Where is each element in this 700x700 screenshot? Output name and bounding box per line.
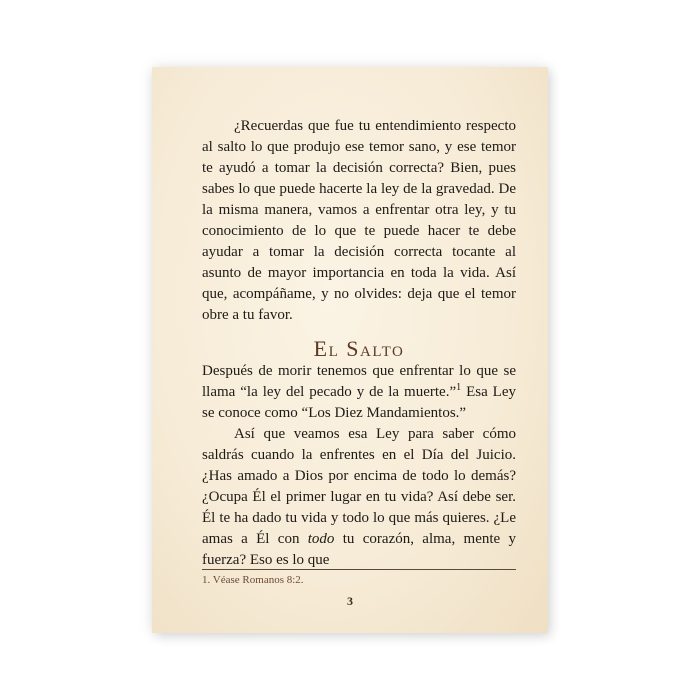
text-block-2 (202, 361, 516, 571)
paragraph-3 (202, 424, 516, 571)
paragraph-2 (202, 361, 516, 424)
footnote-divider (202, 569, 516, 570)
footnote-reference: 1 (456, 382, 462, 393)
book-page (152, 67, 548, 633)
section-heading: El Salto (313, 336, 405, 361)
paragraph-1: ¿Recuerdas que fue tu entendimiento respecto al salto lo que produjo ese temor sano, y ese temor te ayudó a tomar la decisión correcta? Bien, pues sabes lo que puede hacerte la ley de la gravedad. De la misma manera, vamos a enfrentar otra ley, y tu conocimiento de lo que te puede hacer te debe ayudar a tomar la decisión correcta tocante al asunto de mayor importancia en toda la vida. Así que, acompáñame, y no olvides: deja que el temor obre a tu favor. (202, 118, 516, 323)
text-block-1 (202, 116, 516, 326)
footnote: 1. Véase Romanos 8:2. (202, 574, 304, 586)
paragraph-2-text-b: Esa Ley se conoce como “Los Diez Mandamientos.” (202, 384, 516, 421)
paragraph-3-text-b: tu corazón, alma, mente y fuerza? Eso es lo que (202, 531, 516, 568)
page-number: 3 (347, 594, 353, 608)
paragraph-2-text-a: Después de morir tenemos que enfrentar lo que se llama “la ley del pecado y de la muerte.” (202, 363, 516, 400)
paragraph-3-text-a: Así que veamos esa Ley para saber cómo saldrás cuando la enfrentes en el Día del Juicio. ¿Has amado a Dios por encima de todo lo demás? ¿Ocupa Él el primer lugar en tu vida? Así debe ser. Él te ha dado tu vida y todo lo que más quieres. ¿Le amas a Él con (202, 426, 516, 547)
paragraph-3-italic: todo (307, 531, 335, 547)
